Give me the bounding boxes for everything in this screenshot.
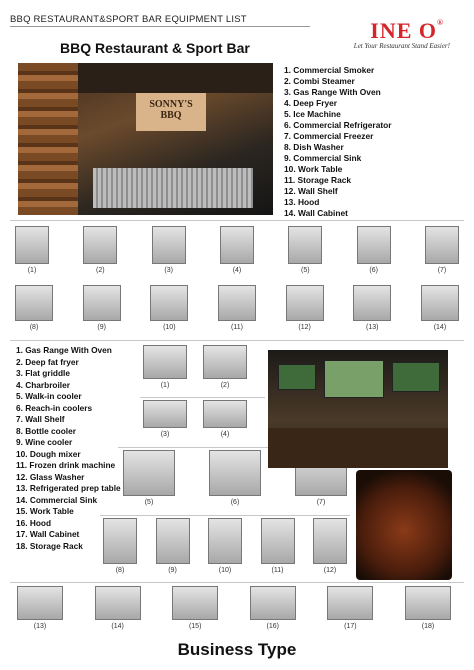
- equipment-list-item: 5. Ice Machine: [284, 109, 341, 119]
- equipment-image: [152, 226, 186, 264]
- restaurant-sign: [136, 93, 206, 131]
- equipment-item: [147, 285, 191, 339]
- equipment-list-item: 5. Walk-in cooler: [16, 391, 82, 401]
- item-number: (4): [220, 431, 230, 438]
- item-number: (5): [144, 499, 154, 506]
- equipment-item: [422, 226, 462, 282]
- equipment-grid-1-row-2: [12, 285, 462, 339]
- item-number: (12): [298, 324, 311, 331]
- equipment-grid-2-row-4: [100, 518, 350, 580]
- equipment-item: [80, 226, 120, 282]
- item-number: (14): [433, 324, 447, 331]
- item-number: (3): [164, 267, 173, 274]
- tv-screen: [392, 362, 440, 392]
- equipment-grid-1-row-1: [12, 226, 462, 282]
- equipment-list-item: 17. Wall Cabinet: [16, 529, 80, 539]
- equipment-list-item: 13. Hood: [284, 197, 320, 207]
- equipment-image: [220, 226, 254, 264]
- item-number: (3): [160, 431, 170, 438]
- item-number: (11): [231, 324, 243, 331]
- equipment-image: [203, 345, 247, 379]
- equipment-image: [103, 518, 137, 564]
- equipment-list-item: 2. Combi Steamer: [284, 76, 355, 86]
- item-number: (15): [188, 623, 202, 630]
- item-number: (8): [29, 324, 39, 331]
- equipment-item: [215, 285, 259, 339]
- equipment-list-item: 11. Frozen drink machine: [16, 460, 116, 470]
- bbq-food-photo: [356, 470, 452, 580]
- equipment-image: [286, 285, 324, 321]
- equipment-image: [83, 226, 117, 264]
- equipment-item: [153, 518, 193, 580]
- equipment-image: [425, 226, 459, 264]
- equipment-image: [209, 450, 261, 496]
- equipment-list-item: 6. Commercial Refrigerator: [284, 120, 392, 130]
- equipment-image: [405, 586, 451, 620]
- equipment-image: [313, 518, 347, 564]
- equipment-item: [285, 226, 325, 282]
- grid-divider-a: [140, 397, 265, 398]
- equipment-list-item: 14. Wall Cabinet: [284, 208, 348, 218]
- equipment-item: [120, 450, 178, 512]
- equipment-list-item: 7. Commercial Freezer: [284, 131, 374, 141]
- equipment-image: [250, 586, 296, 620]
- item-number: (14): [111, 623, 124, 630]
- equipment-item: [217, 226, 257, 282]
- item-number: (11): [271, 567, 284, 574]
- equipment-image: [17, 586, 63, 620]
- equipment-list-item: 15. Work Table: [16, 506, 74, 516]
- item-number: (5): [301, 267, 310, 274]
- equipment-image: [123, 450, 175, 496]
- item-number: (6): [369, 267, 378, 274]
- tv-screen: [278, 364, 316, 390]
- equipment-image: [288, 226, 322, 264]
- item-number: (1): [27, 267, 37, 274]
- equipment-image: [143, 400, 187, 428]
- equipment-list-item: 7. Wall Shelf: [16, 414, 65, 424]
- item-number: (4): [232, 267, 242, 274]
- equipment-list-item: 13. Refrigerated prep table: [16, 483, 121, 493]
- item-number: (8): [115, 567, 125, 574]
- equipment-item: [258, 518, 298, 580]
- equipment-list-item: 4. Deep Fryer: [284, 98, 338, 108]
- equipment-item: [140, 400, 190, 444]
- bar-tables: [268, 428, 448, 468]
- section-title: BBQ Restaurant & Sport Bar: [60, 40, 250, 56]
- firewood-stack: [18, 63, 78, 215]
- brand-logo: [370, 18, 444, 44]
- equipment-list-item: 16. Hood: [16, 517, 52, 528]
- equipment-grid-2-row-5: [14, 586, 454, 636]
- restaurant-photo: [18, 63, 273, 215]
- item-number: (2): [96, 267, 105, 274]
- item-number: (9): [168, 567, 177, 574]
- item-number: (7): [437, 267, 447, 274]
- equipment-list-item: 6. Reach-in coolers: [16, 402, 93, 413]
- header-divider: [10, 26, 310, 27]
- tv-screen-main: [324, 360, 384, 398]
- equipment-list-item: 9. Wine cooler: [16, 437, 73, 447]
- equipment-list-item: 10. Dough mixer: [16, 448, 81, 459]
- equipment-list-item: 12. Glass Washer: [16, 471, 85, 482]
- equipment-item: [12, 226, 52, 282]
- equipment-image: [357, 226, 391, 264]
- equipment-item: [205, 518, 245, 580]
- item-number: (10): [218, 567, 232, 574]
- equipment-item: [100, 518, 140, 580]
- section-divider-2: [10, 340, 464, 341]
- item-number: (13): [33, 623, 47, 630]
- equipment-image: [15, 226, 49, 264]
- logo-text: INE: [370, 18, 413, 43]
- equipment-list-item: 3. Gas Range With Oven: [284, 87, 381, 97]
- equipment-image: [172, 586, 218, 620]
- item-number: (6): [230, 499, 240, 506]
- equipment-list-item: 8. Dish Washer: [284, 142, 344, 152]
- sign-line-1: SONNY'S: [149, 99, 193, 110]
- equipment-item: [92, 586, 144, 636]
- equipment-image: [156, 518, 190, 564]
- equipment-item: [354, 226, 394, 282]
- sign-line-2: BBQ: [160, 110, 182, 121]
- equipment-image: [421, 285, 459, 321]
- equipment-list-item: 4. Charbroiler: [16, 379, 70, 390]
- equipment-grid-2-row-1: [140, 345, 250, 395]
- item-number: (18): [421, 623, 435, 630]
- section-divider-1: [10, 220, 464, 221]
- equipment-item: [200, 345, 250, 395]
- logo-mark: O: [418, 18, 438, 43]
- equipment-list-item: 9. Commercial Sink: [284, 153, 362, 163]
- equipment-image: [327, 586, 373, 620]
- equipment-image: [150, 285, 188, 321]
- sport-bar-photo: [268, 350, 448, 468]
- equipment-item: [247, 586, 299, 636]
- equipment-image: [218, 285, 256, 321]
- equipment-item: [140, 345, 190, 395]
- equipment-image: [203, 400, 247, 428]
- equipment-list-item: 14. Commercial Sink: [16, 494, 98, 505]
- item-number: (16): [266, 623, 279, 630]
- equipment-item: [12, 285, 56, 339]
- item-number: (2): [220, 382, 230, 389]
- equipment-item: [324, 586, 376, 636]
- equipment-item: [169, 586, 221, 636]
- equipment-item: [14, 586, 66, 636]
- equipment-item: [206, 450, 264, 512]
- equipment-image: [83, 285, 121, 321]
- section-divider-3: [10, 582, 464, 583]
- equipment-image: [208, 518, 242, 564]
- equipment-list-item: 1. Commercial Smoker: [284, 65, 375, 75]
- equipment-list-item: 1. Gas Range With Oven: [16, 345, 112, 355]
- equipment-item: [350, 285, 394, 339]
- item-number: (17): [344, 623, 357, 630]
- document-title: BBQ RESTAURANT&SPORT BAR EQUIPMENT LIST: [10, 14, 247, 25]
- equipment-list-1: [284, 65, 392, 219]
- grid-divider-c: [100, 515, 350, 516]
- equipment-image: [353, 285, 391, 321]
- equipment-list-item: 11. Storage Rack: [284, 175, 352, 185]
- equipment-list-item: 12. Wall Shelf: [284, 186, 338, 196]
- equipment-list-item: 3. Flat griddle: [16, 368, 70, 378]
- item-number: (9): [97, 324, 106, 331]
- brand-slogan: Let Your Restaurant Stand Easier!: [353, 42, 450, 50]
- equipment-item: [402, 586, 454, 636]
- equipment-image: [143, 345, 187, 379]
- equipment-list-item: 2. Deep fat fryer: [16, 356, 79, 367]
- equipment-image: [15, 285, 53, 321]
- equipment-image: [261, 518, 295, 564]
- equipment-item: [283, 285, 327, 339]
- counter: [93, 168, 253, 208]
- item-number: (7): [316, 499, 326, 506]
- item-number: (12): [323, 567, 337, 574]
- equipment-item: [200, 400, 250, 444]
- equipment-image: [95, 586, 141, 620]
- equipment-item: [80, 285, 124, 339]
- equipment-item: [149, 226, 189, 282]
- equipment-list-item: 8. Bottle cooler: [16, 425, 76, 436]
- equipment-list-item: 10. Work Table: [284, 164, 343, 174]
- equipment-item: [418, 285, 462, 339]
- equipment-item: [310, 518, 350, 580]
- item-number: (1): [160, 382, 170, 389]
- item-number: (10): [163, 324, 176, 331]
- ceiling: [78, 63, 273, 93]
- footer-title: Business Type: [177, 640, 297, 659]
- equipment-list-item: 18. Storage Rack: [16, 540, 83, 551]
- registered-mark: ®: [437, 18, 444, 27]
- equipment-grid-2-row-2: [140, 400, 250, 444]
- item-number: (13): [366, 324, 379, 331]
